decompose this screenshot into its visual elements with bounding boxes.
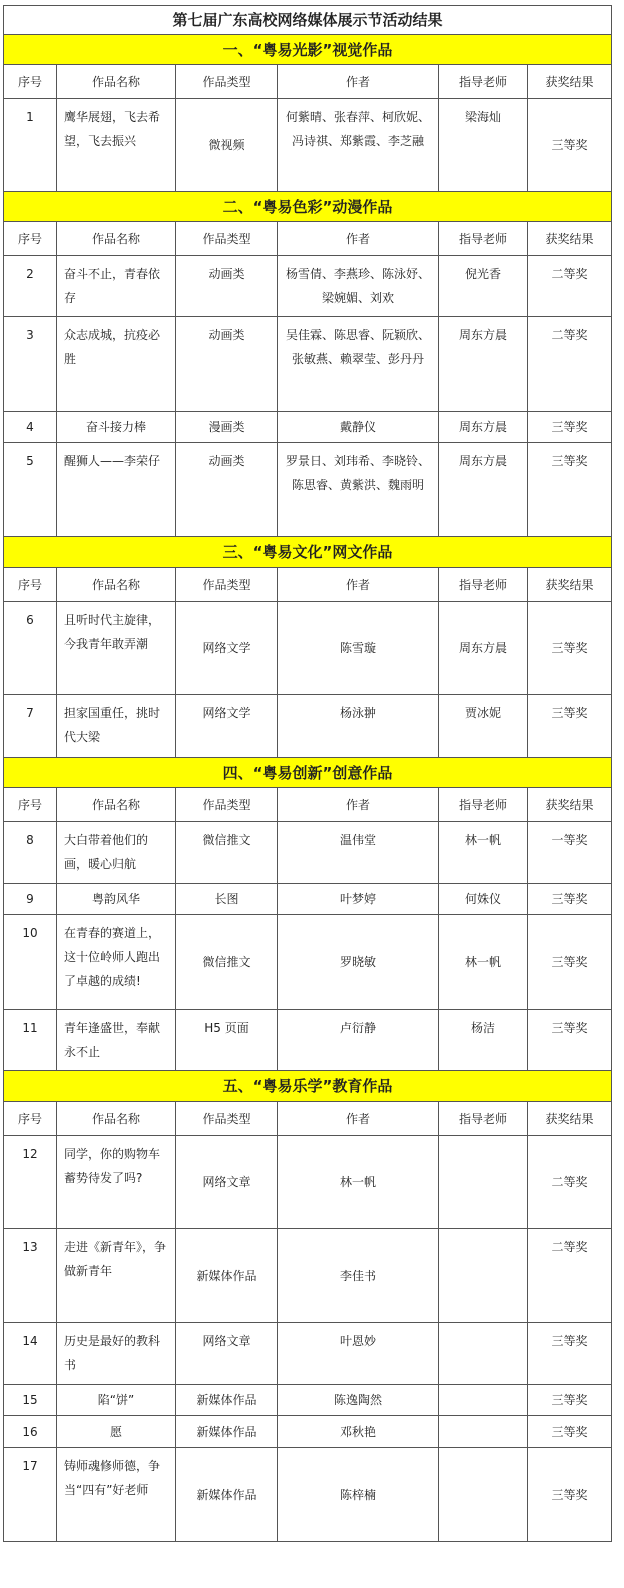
header-no: 序号 (4, 222, 57, 256)
header-name: 作品名称 (57, 568, 176, 602)
header-result: 获奖结果 (528, 222, 612, 256)
cell-type: 动画类 (176, 256, 278, 317)
cell-no: 16 (4, 1416, 57, 1448)
cell-author: 杨雪倩、李燕珍、陈泳妤、梁婉媚、刘欢 (278, 256, 439, 317)
cell-result: 一等奖 (528, 822, 612, 884)
cell-no: 9 (4, 884, 57, 915)
table-row (4, 443, 612, 537)
cell-author: 戴静仪 (278, 412, 439, 443)
cell-teacher (439, 1385, 528, 1416)
header-teacher: 指导老师 (439, 568, 528, 602)
page-title: 第七届广东高校网络媒体展示节活动结果 (4, 6, 612, 35)
cell-name: 陷“饼” (57, 1385, 176, 1416)
table-row (4, 412, 612, 443)
cell-type: 网络文学 (176, 695, 278, 758)
cell-author: 林一帆 (278, 1136, 439, 1229)
cell-result: 三等奖 (528, 443, 612, 537)
table-row (4, 1323, 612, 1385)
cell-author: 杨泳翀 (278, 695, 439, 758)
cell-type: 动画类 (176, 317, 278, 412)
cell-no: 13 (4, 1229, 57, 1323)
table-row (4, 317, 612, 412)
cell-result: 二等奖 (528, 317, 612, 412)
cell-author: 叶梦婷 (278, 884, 439, 915)
table-row (4, 1010, 612, 1071)
cell-result: 三等奖 (528, 1385, 612, 1416)
cell-author: 罗晓敏 (278, 915, 439, 1010)
cell-result: 二等奖 (528, 1136, 612, 1229)
cell-teacher (439, 1136, 528, 1229)
cell-name: 历史是最好的教科书 (57, 1323, 176, 1385)
cell-teacher (439, 1323, 528, 1385)
cell-no: 3 (4, 317, 57, 412)
cell-type: 网络文章 (176, 1136, 278, 1229)
cell-result: 三等奖 (528, 602, 612, 695)
cell-type: 动画类 (176, 443, 278, 537)
header-teacher: 指导老师 (439, 222, 528, 256)
header-result: 获奖结果 (528, 788, 612, 822)
cell-no: 15 (4, 1385, 57, 1416)
header-teacher: 指导老师 (439, 788, 528, 822)
cell-result: 二等奖 (528, 256, 612, 317)
table-row (4, 256, 612, 317)
cell-teacher: 何姝仪 (439, 884, 528, 915)
section-title: 三、“粤易文化”网文作品 (4, 537, 612, 568)
table-row (4, 915, 612, 1010)
cell-no: 5 (4, 443, 57, 537)
cell-type: 新媒体作品 (176, 1229, 278, 1323)
cell-type: 漫画类 (176, 412, 278, 443)
header-teacher: 指导老师 (439, 65, 528, 99)
cell-name: 且听时代主旋律，今我青年敢弄潮 (57, 602, 176, 695)
cell-name: 粤韵风华 (57, 884, 176, 915)
cell-author: 叶恩妙 (278, 1323, 439, 1385)
cell-no: 7 (4, 695, 57, 758)
cell-name: 醒狮人——李荣仔 (57, 443, 176, 537)
table-row (4, 602, 612, 695)
cell-name: 奋斗不止，青春依存 (57, 256, 176, 317)
cell-teacher: 周东方晨 (439, 602, 528, 695)
cell-teacher: 周东方晨 (439, 443, 528, 537)
cell-teacher: 贾冰妮 (439, 695, 528, 758)
header-name: 作品名称 (57, 65, 176, 99)
section-title: 四、“粤易创新”创意作品 (4, 758, 612, 788)
cell-type: 微信推文 (176, 822, 278, 884)
cell-type: 新媒体作品 (176, 1416, 278, 1448)
header-no: 序号 (4, 65, 57, 99)
cell-no: 12 (4, 1136, 57, 1229)
header-author: 作者 (278, 65, 439, 99)
cell-name: 铸师魂修师德，争当“四有”好老师 (57, 1448, 176, 1542)
header-no: 序号 (4, 788, 57, 822)
cell-result: 二等奖 (528, 1229, 612, 1323)
header-author: 作者 (278, 1102, 439, 1136)
section-title: 一、“粤易光影”视觉作品 (4, 35, 612, 65)
cell-author: 李佳书 (278, 1229, 439, 1323)
cell-type: 微视频 (176, 99, 278, 192)
cell-no: 10 (4, 915, 57, 1010)
cell-no: 1 (4, 99, 57, 192)
table-row (4, 99, 612, 192)
header-result: 获奖结果 (528, 65, 612, 99)
cell-type: 网络文章 (176, 1323, 278, 1385)
header-name: 作品名称 (57, 222, 176, 256)
cell-teacher: 周东方晨 (439, 317, 528, 412)
cell-type: 长图 (176, 884, 278, 915)
cell-no: 11 (4, 1010, 57, 1071)
header-type: 作品类型 (176, 788, 278, 822)
header-author: 作者 (278, 222, 439, 256)
cell-name: 在青春的赛道上，这十位岭师人跑出了卓越的成绩! (57, 915, 176, 1010)
cell-type: 新媒体作品 (176, 1448, 278, 1542)
table-row (4, 1136, 612, 1229)
header-type: 作品类型 (176, 222, 278, 256)
cell-name: 同学，你的购物车蓄势待发了吗? (57, 1136, 176, 1229)
header-type: 作品类型 (176, 65, 278, 99)
header-teacher: 指导老师 (439, 1102, 528, 1136)
section-title: 二、“粤易色彩”动漫作品 (4, 192, 612, 222)
table-row (4, 884, 612, 915)
cell-teacher: 周东方晨 (439, 412, 528, 443)
cell-name: 走进《新青年》，争做新青年 (57, 1229, 176, 1323)
cell-name: 大白带着他们的画，暖心归航 (57, 822, 176, 884)
cell-result: 三等奖 (528, 1323, 612, 1385)
header-result: 获奖结果 (528, 1102, 612, 1136)
cell-name: 担家国重任，挑时代大梁 (57, 695, 176, 758)
cell-no: 2 (4, 256, 57, 317)
cell-result: 三等奖 (528, 1010, 612, 1071)
cell-author: 吴佳霖、陈思睿、阮颖欣、张敏燕、赖翠莹、彭丹丹 (278, 317, 439, 412)
cell-no: 17 (4, 1448, 57, 1542)
cell-author: 罗景日、刘玮希、李晓铃、陈思睿、黄紫洪、魏雨明 (278, 443, 439, 537)
cell-result: 三等奖 (528, 1416, 612, 1448)
table-row (4, 822, 612, 884)
cell-result: 三等奖 (528, 412, 612, 443)
table-row (4, 1448, 612, 1542)
cell-result: 三等奖 (528, 1448, 612, 1542)
cell-name: 青年逢盛世，奉献永不止 (57, 1010, 176, 1071)
header-no: 序号 (4, 1102, 57, 1136)
header-author: 作者 (278, 568, 439, 602)
cell-no: 4 (4, 412, 57, 443)
header-result: 获奖结果 (528, 568, 612, 602)
cell-teacher: 林一帆 (439, 822, 528, 884)
cell-teacher (439, 1416, 528, 1448)
table-row (4, 695, 612, 758)
cell-teacher: 林一帆 (439, 915, 528, 1010)
cell-teacher (439, 1448, 528, 1542)
table-row (4, 1416, 612, 1448)
cell-teacher: 梁海灿 (439, 99, 528, 192)
cell-type: 微信推文 (176, 915, 278, 1010)
cell-author: 陈梓楠 (278, 1448, 439, 1542)
cell-type: 新媒体作品 (176, 1385, 278, 1416)
cell-result: 三等奖 (528, 99, 612, 192)
cell-no: 6 (4, 602, 57, 695)
cell-name: 鹰华展翅，飞去希望，飞去振兴 (57, 99, 176, 192)
cell-teacher: 倪光香 (439, 256, 528, 317)
header-name: 作品名称 (57, 1102, 176, 1136)
table-row (4, 1385, 612, 1416)
header-author: 作者 (278, 788, 439, 822)
cell-author: 陈逸陶然 (278, 1385, 439, 1416)
cell-author: 陈雪璇 (278, 602, 439, 695)
cell-type: 网络文学 (176, 602, 278, 695)
header-no: 序号 (4, 568, 57, 602)
header-type: 作品类型 (176, 568, 278, 602)
section-title: 五、“粤易乐学”教育作品 (4, 1071, 612, 1102)
table-row (4, 1229, 612, 1323)
cell-name: 众志成城，抗疫必胜 (57, 317, 176, 412)
cell-result: 三等奖 (528, 695, 612, 758)
header-type: 作品类型 (176, 1102, 278, 1136)
results-table (3, 5, 612, 1542)
cell-author: 卢衍静 (278, 1010, 439, 1071)
cell-result: 三等奖 (528, 915, 612, 1010)
cell-type: H5 页面 (176, 1010, 278, 1071)
cell-author: 邓秋艳 (278, 1416, 439, 1448)
cell-name: 奋斗接力棒 (57, 412, 176, 443)
header-name: 作品名称 (57, 788, 176, 822)
cell-teacher: 杨洁 (439, 1010, 528, 1071)
cell-author: 何紫晴、张春萍、柯欣妮、冯诗祺、郑紫霞、李芝融 (278, 99, 439, 192)
cell-teacher (439, 1229, 528, 1323)
cell-no: 8 (4, 822, 57, 884)
cell-author: 温伟堂 (278, 822, 439, 884)
cell-name: 愿 (57, 1416, 176, 1448)
cell-result: 三等奖 (528, 884, 612, 915)
cell-no: 14 (4, 1323, 57, 1385)
